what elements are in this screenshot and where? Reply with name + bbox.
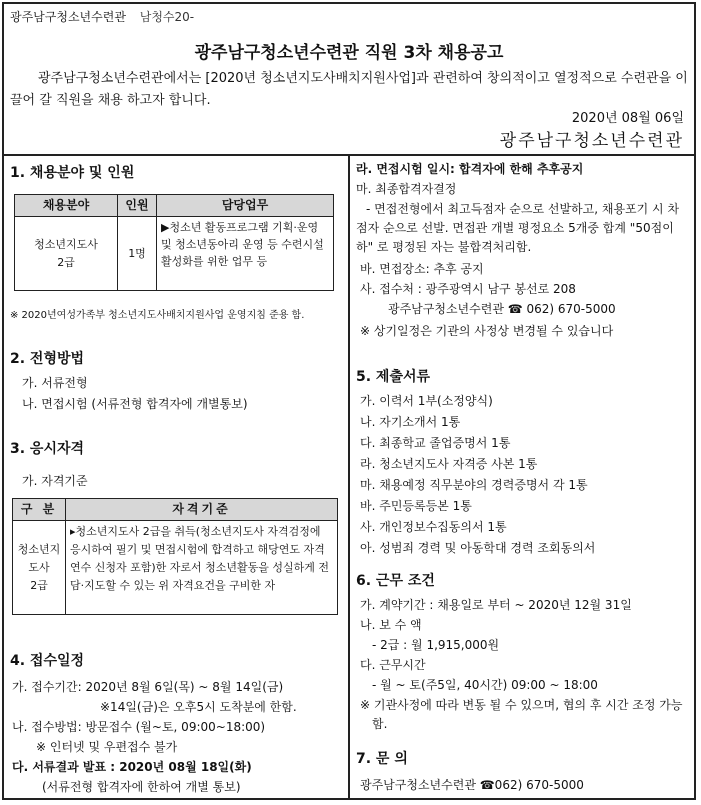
r-line: 바. 면접장소: 추후 공지 bbox=[360, 262, 484, 276]
s5-item: 바. 주민등록등본 1통 bbox=[360, 499, 472, 513]
qual-field: 청소년지도사 bbox=[17, 542, 61, 574]
r-line: 마. 최종합격자결정 bbox=[356, 182, 457, 196]
recruit-table bbox=[14, 194, 334, 291]
section-4-heading: 4. 접수일정 bbox=[10, 653, 85, 669]
duty-cell: ▶청소년 활동프로그램 기획·운영 및 청소년동아리 운영 등 수련시설 활성화를 위한 업무 등 bbox=[157, 217, 334, 291]
contact-line: 광주남구청소년수련관 ☎062) 670-5000 bbox=[360, 778, 584, 792]
section-7-heading: 7. 문 의 bbox=[356, 751, 408, 767]
r-line: ※ 상기일정은 기관의 사정상 변경될 수 있습니다 bbox=[360, 324, 614, 338]
notice-page bbox=[2, 2, 696, 800]
s4-line: 다. 서류결과 발표 : 2020년 08월 18일(화) bbox=[12, 760, 252, 774]
doc-code: 남청수20- bbox=[139, 10, 195, 24]
s4-line: ※14일(금)은 오후5시 도착분에 한함. bbox=[100, 700, 297, 714]
field-name: 청소년지도사 bbox=[34, 237, 98, 251]
notice-date: 2020년 08월 06일 bbox=[571, 111, 684, 126]
page-title: 광주남구청소년수련관 직원 3차 채용공고 bbox=[194, 43, 504, 63]
col-category: 구 분 bbox=[13, 499, 66, 521]
s5-item: 사. 개인정보수집동의서 1통 bbox=[360, 520, 507, 534]
intro-text: 광주남구청소년수련관에서는 [2020년 청소년지도사배치지원사업]과 관련하여 창의적이고 열정적으로 수련관을 이끌어 갈 직원을 채용 하고자 합니다. bbox=[10, 71, 688, 108]
section-6-heading: 6. 근무 조건 bbox=[356, 573, 435, 589]
s2-item: 나. 면접시험 (서류전형 합격자에 개별통보) bbox=[22, 397, 248, 411]
s5-item: 가. 이력서 1부(소정양식) bbox=[360, 394, 493, 408]
notice-header bbox=[4, 4, 694, 156]
top-org: 광주남구청소년수련관 bbox=[10, 10, 126, 24]
s2-item: 가. 서류전형 bbox=[22, 376, 88, 390]
s5-item: 나. 자기소개서 1통 bbox=[360, 415, 461, 429]
s6-line: - 월 ~ 토(주5일, 40시간) 09:00 ~ 18:00 bbox=[372, 678, 598, 692]
r-line: 사. 접수처 : 광주광역시 남구 봉선로 208 bbox=[360, 282, 576, 296]
s4-line: ※ 인터넷 및 우편접수 불가 bbox=[36, 740, 178, 754]
s6-line: - 2급 : 월 1,915,000원 bbox=[372, 638, 500, 652]
r-line: 라. 면접시험 일시: 합격자에 한해 추후공지 bbox=[356, 162, 584, 176]
s6-line: 가. 계약기간 : 채용일로 부터 ~ 2020년 12월 31일 bbox=[360, 598, 632, 612]
s6-line: 다. 근무시간 bbox=[360, 658, 426, 672]
col-count: 인원 bbox=[118, 195, 157, 217]
s5-item: 아. 성범죄 경력 및 아동학대 경력 조회동의서 bbox=[360, 541, 596, 555]
s6-line: 나. 보 수 액 bbox=[360, 618, 422, 632]
s4-line: (서류전형 합격자에 한하여 개별 통보) bbox=[42, 780, 241, 794]
qual-field-cell bbox=[13, 521, 66, 615]
col-qualification: 자격기준 bbox=[66, 499, 338, 521]
top-line bbox=[10, 8, 194, 25]
s3-sub: 가. 자격기준 bbox=[22, 474, 88, 488]
s5-item: 마. 채용예정 직무분야의 경력증명서 각 1통 bbox=[360, 478, 588, 492]
s4-line: 가. 접수기간: 2020년 8월 6일(목) ~ 8월 14일(금) bbox=[12, 680, 284, 694]
section-1-heading: 1. 채용분야 및 인원 bbox=[10, 165, 135, 181]
qual-text: ▸청소년지도사 2급을 취득(청소년지도사 자격검정에 응시하여 필기 및 면접시험에 합격하고 해당연도 자격연수 신청자 포함)한 자로서 청소년활동을 성실하게 전담·지도할 수 있는 위 자격요건을 구비한 자 bbox=[66, 521, 338, 615]
s5-item: 다. 최종학교 졸업증명서 1통 bbox=[360, 436, 511, 450]
s5-item: 라. 청소년지도사 자격증 사본 1통 bbox=[360, 457, 538, 471]
column-divider bbox=[348, 154, 350, 800]
r-line: 광주남구청소년수련관 ☎ 062) 670-5000 bbox=[388, 302, 616, 316]
r-selection-text: - 면접전형에서 최고득점자 순으로 선발하고, 채용포기 시 차점자 순으로 선발. 면접관 개별 평정요소 5개중 합계 "50점이하" 로 평정된 자는 불합격처리함. bbox=[356, 202, 680, 254]
field-cell bbox=[15, 217, 118, 291]
issuer-name: 광주남구청소년수련관 bbox=[499, 131, 684, 151]
count-cell: 1명 bbox=[118, 217, 157, 291]
col-duty: 담당업무 bbox=[157, 195, 334, 217]
section-5-heading: 5. 제출서류 bbox=[356, 369, 431, 385]
field-grade: 2급 bbox=[57, 255, 75, 269]
section-3-heading: 3. 응시자격 bbox=[10, 441, 85, 457]
qual-grade: 2급 bbox=[30, 578, 48, 592]
s4-line: 나. 접수방법: 방문접수 (월~토, 09:00~18:00) bbox=[12, 720, 266, 734]
col-field: 채용분야 bbox=[15, 195, 118, 217]
section-1-note: ※ 2020년여성가족부 청소년지도사배치지원사업 운영지침 준용 함. bbox=[10, 310, 305, 321]
section-2-heading: 2. 전형방법 bbox=[10, 351, 85, 367]
qualification-table bbox=[12, 498, 338, 615]
s6-note: ※ 기관사정에 따라 변동 될 수 있으며, 협의 후 시간 조정 가능함. bbox=[360, 698, 683, 731]
